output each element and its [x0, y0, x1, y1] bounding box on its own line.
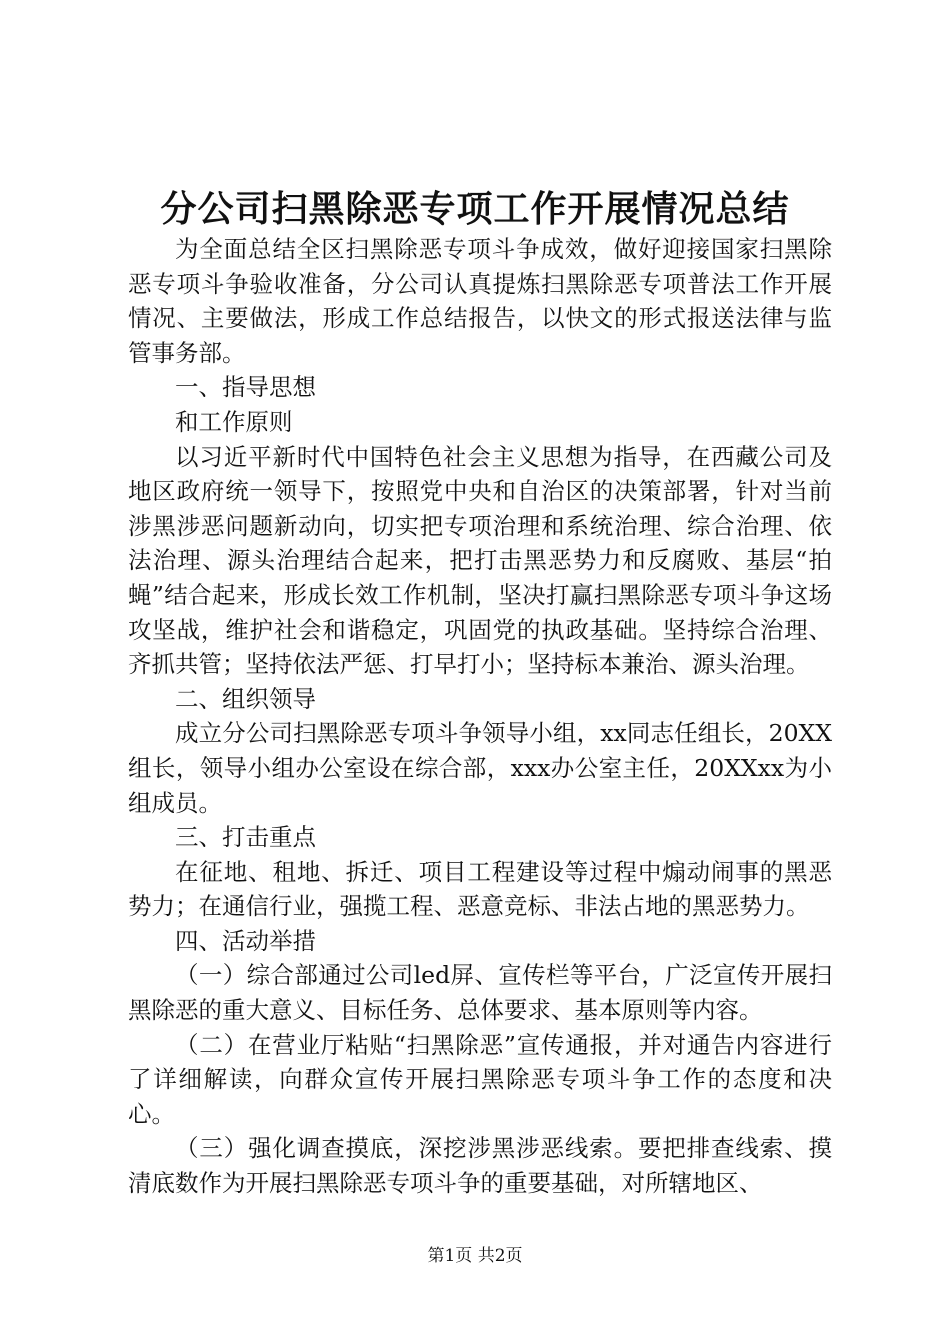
paragraph-measure-1: （一）综合部通过公司led屏、宣传栏等平台，广泛宣传开展扫黑除恶的重大意义、目标任务、总体要求、基本原则等内容。	[128, 961, 832, 1025]
page-footer: 第1页 共2页	[427, 1246, 523, 1266]
section-heading-4: 四、活动举措	[175, 926, 316, 955]
paragraph-key-targets: 在征地、租地、拆迁、项目工程建设等过程中煽动闹事的黑恶势力；在通信行业，强揽工程、恶意竞标、非法占地的黑恶势力。	[128, 857, 832, 921]
section-heading-1-cont: 和工作原则	[175, 407, 293, 436]
paragraph-measure-2: （二）在营业厅粘贴“扫黑除恶”宣传通报，并对通告内容进行了详细解读，向群众宣传开展扫黑除恶专项斗争工作的态度和决心。	[128, 1030, 832, 1128]
section-heading-3: 三、打击重点	[175, 823, 316, 852]
document-title: 分公司扫黑除恶专项工作开展情况总结	[160, 188, 790, 230]
section-heading-2: 二、组织领导	[175, 684, 316, 713]
paragraph-measure-3: （三）强化调查摸底，深挖涉黑涉恶线索。要把排查线索、摸清底数作为开展扫黑除恶专项斗争的重要基础，对所辖地区、	[128, 1134, 832, 1198]
section-heading-1: 一、指导思想	[175, 373, 316, 402]
document-body	[128, 232, 832, 1201]
paragraph-intro: 为全面总结全区扫黑除恶专项斗争成效，做好迎接国家扫黑除恶专项斗争验收准备，分公司认真提炼扫黑除恶专项普法工作开展情况、主要做法，形成工作总结报告，以快文的形式报送法律与监管事务部。	[128, 235, 832, 367]
paragraph-organization: 成立分公司扫黑除恶专项斗争领导小组，xx同志任组长，20XX组长，领导小组办公室设在综合部，xxx办公室主任，20XXxx为小组成员。	[128, 719, 832, 817]
paragraph-guiding-thought: 以习近平新时代中国特色社会主义思想为指导，在西藏公司及地区政府统一领导下，按照党中央和自治区的决策部署，针对当前涉黑涉恶问题新动向，切实把专项治理和系统治理、综合治理、依法治理、源头治理结合起来，把打击黑恶势力和反腐败、基层“拍蝇”结合起来，形成长效工作机制，坚决打赢扫黑除恶专项斗争这场攻坚战，维护社会和谐稳定，巩固党的执政基础。坚持综合治理、齐抓共管；坚持依法严惩、打早打小；坚持标本兼治、源头治理。	[128, 442, 832, 679]
